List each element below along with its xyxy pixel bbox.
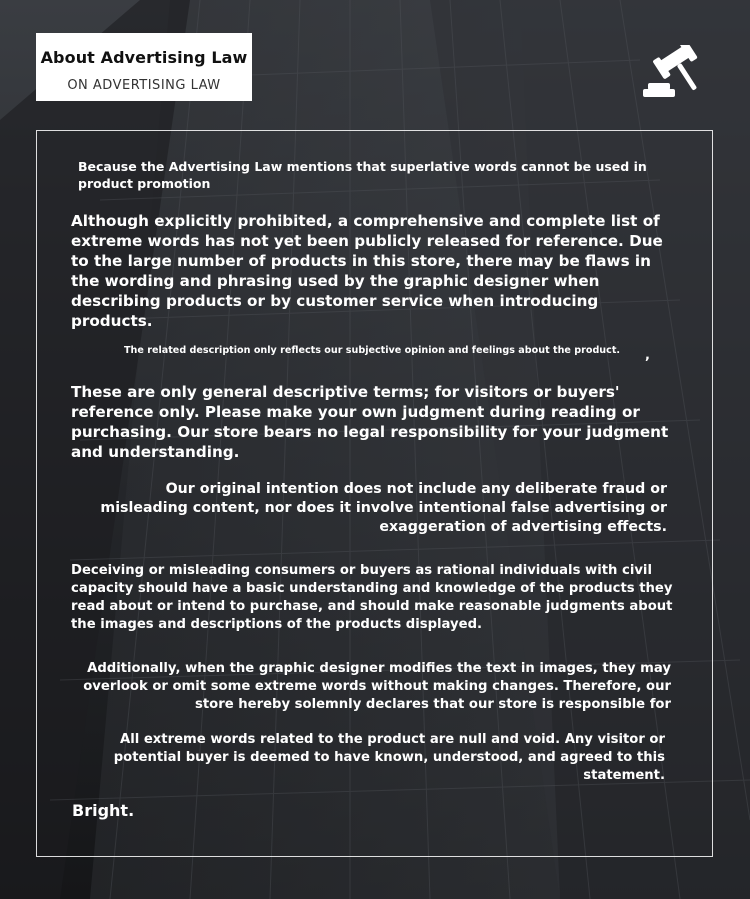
- paragraph-designer: Additionally, when the graphic designer modifies the text in images, they may overlook or omit some extreme words without making changes. Therefore, our store hereby solemnly declares that our store is responsible for: [83, 661, 671, 712]
- paragraph-consumers: Deceiving or misleading consumers or buyers as rational individuals with civil capacity should have a basic understanding and knowledge of the products they read about or intend to purchase, and should make reasonable judgments about the images and descriptions of the products displayed.: [71, 563, 673, 632]
- intro-text: Because the Advertising Law mentions that superlative words cannot be used in product promotion: [78, 159, 647, 191]
- note-comma: ,: [645, 348, 650, 363]
- paragraph-prohibition: Although explicitly prohibited, a comprehensive and complete list of extreme words has not yet been publicly released for reference. Due to the large number of products in this store, there may be flaws in the wording and phrasing used by the graphic designer when describing products or by customer service when introducing products.: [71, 212, 663, 330]
- closing-signature: Bright.: [72, 801, 135, 820]
- paragraph-null-void: All extreme words related to the product are null and void. Any visitor or potential buyer is deemed to have known, understood, and agreed to this statement.: [113, 732, 665, 783]
- page-title: About Advertising Law: [40, 48, 248, 67]
- title-box: [36, 33, 252, 101]
- page-subtitle: ON ADVERTISING LAW: [67, 78, 221, 93]
- paragraph-intention: Our original intention does not include any deliberate fraud or misleading content, nor does it involve intentional false advertising or exaggeration of advertising effects.: [100, 481, 667, 535]
- gavel-icon: [640, 45, 710, 103]
- paragraph-reference-only: These are only general descriptive terms; for visitors or buyers' reference only. Please make your own judgment during reading or purchasing. Our store bears no legal responsibility for your judgment and understanding.: [71, 383, 669, 461]
- subjective-note: The related description only reflects our subjective opinion and feelings about the product.: [124, 345, 621, 356]
